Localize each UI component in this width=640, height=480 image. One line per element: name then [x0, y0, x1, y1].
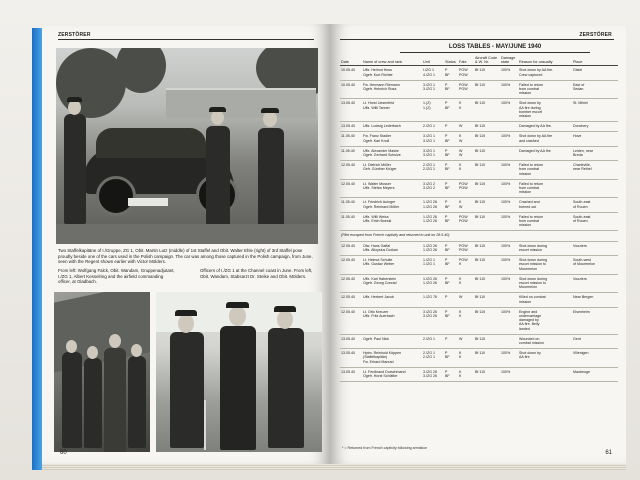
table-cell: Bf 110: [474, 349, 500, 368]
table-cell: Uffz. Karl Haberstein Ogefr. Georg Conrad: [362, 274, 422, 293]
photo-officers-with-car: [56, 48, 318, 244]
table-cell: 100%: [500, 256, 518, 275]
table-cell: Hove: [572, 132, 618, 146]
column-header: Damage state: [500, 56, 518, 66]
table-cell: [518, 367, 572, 381]
column-header: Status: [444, 56, 458, 66]
left-page: [42, 24, 331, 464]
table-cell: P BF: [444, 179, 458, 198]
table-cell: Shot down by AA fire: [518, 349, 572, 368]
table-cell: 1./ZG 26 1./ZG 26: [422, 274, 444, 293]
caption-right: Officers of I./ZG 1 at the Channel coast in June. From left, Obit. Wandam, Stabsarzt Dr. Steike and Obit. Mölders.: [200, 268, 313, 279]
table-cell: Bf 110: [474, 334, 500, 348]
table-cell: Bf 110: [474, 66, 500, 80]
loss-table-body: [340, 66, 618, 382]
table-cell: Damaged by AA fire.: [518, 122, 572, 132]
table-cell: Lt. Helmut Schulte Uffz. Gustav Weber: [362, 256, 422, 275]
table-cell: 11.05.40: [340, 146, 362, 160]
table-cell: 12.05.40: [340, 293, 362, 307]
table-cell: 13.05.40: [340, 122, 362, 132]
table-cell: [572, 179, 618, 198]
table-cell: South-west of Mourmelon: [572, 256, 618, 275]
table-cell: 13.05.40: [340, 349, 362, 368]
right-header-tag: ZERSTÖRER: [579, 32, 612, 38]
table-cell: Damaged by AA fire: [518, 146, 572, 160]
table-cell: 100%: [500, 349, 518, 368]
table-cell: 100%: [500, 367, 518, 381]
table-row: [340, 256, 618, 275]
table-cell: 100%: [500, 80, 518, 99]
table-cell: 2./ZG 1: [422, 334, 444, 348]
table-cell: 100%: [500, 198, 518, 212]
table-cell: Bf 110: [474, 146, 500, 160]
table-cell: Uffz. Alexander Maske Ogefr. Gerhard Schulze: [362, 146, 422, 160]
table-cell: Bf 110: [474, 198, 500, 212]
table-row: [340, 349, 618, 368]
table-cell: P BF: [444, 367, 458, 381]
table-cell: Ofw. Hans Gaffal Uffz. Alloysius Durkan: [362, 241, 422, 255]
table-cell: Lt. Walter Mosser Uffz. Stefan Meyers: [362, 179, 422, 198]
left-header-tag: ZERSTÖRER: [58, 32, 91, 38]
table-cell: P BF: [444, 146, 458, 160]
table-cell: [500, 334, 518, 348]
table-cell: Crashed and burned out: [518, 198, 572, 212]
table-cell: 12.05.40: [340, 161, 362, 180]
table-cell: Bf 110: [474, 99, 500, 122]
table-row: [340, 334, 618, 348]
table-cell: Shot down by AA fire and crashed: [518, 132, 572, 146]
left-page-number: 60: [60, 450, 67, 456]
table-cell: 11.05.40: [340, 212, 362, 231]
table-cell: Vouziers: [572, 274, 618, 293]
table-cell: Failed to return from combat mission: [518, 212, 572, 231]
table-cell: Near Bergen: [572, 293, 618, 307]
table-cell: K K: [458, 99, 474, 122]
table-cell: P BF: [444, 99, 458, 122]
table-cell: Bf 110: [474, 132, 500, 146]
table-row: [340, 231, 618, 241]
left-header-rule: [58, 39, 314, 40]
column-header: Aircraft Code & W. Nr.: [474, 56, 500, 66]
table-cell: 100%: [500, 241, 518, 255]
table-cell: Engine and undercarriage damaged by AA fire. Belly landed: [518, 307, 572, 334]
table-cell: Eisenheim: [572, 307, 618, 334]
table-cell: K K: [458, 367, 474, 381]
table-cell: P BF: [444, 212, 458, 231]
photo-group-at-airfield: [54, 292, 150, 452]
table-cell: Killed on combat mission: [518, 293, 572, 307]
table-cell: Bf 110: [474, 80, 500, 99]
table-cell: Gistel: [572, 66, 618, 80]
table-row: [340, 146, 618, 160]
table-cell: K K: [458, 349, 474, 368]
table-cell: K W: [458, 198, 474, 212]
table-cell: Bf 110: [474, 122, 500, 132]
table-cell: Shot down by AA fire. Crew captured: [518, 66, 572, 80]
table-cell: 13.05.40: [340, 367, 362, 381]
table-row: [340, 80, 618, 99]
table-row: [340, 212, 618, 231]
right-header-rule: [340, 39, 614, 40]
table-cell: Leiden, near Breda: [572, 146, 618, 160]
column-header: Place: [572, 56, 618, 66]
table-note: (Pilot escaped from French captivity and returned to unit on 28.5.40): [340, 231, 618, 241]
table-cell: 100%: [500, 132, 518, 146]
table-cell: Shot down during escort mission to Mourmelon: [518, 256, 572, 275]
table-cell: Bf 110: [474, 212, 500, 231]
table-cell: Wounded on combat mission: [518, 334, 572, 348]
table-cell: Uffz. Herbert Jacob: [362, 293, 422, 307]
table-row: [340, 132, 618, 146]
caption-top: Two Staffelkapitäne of I./Gruppe, ZG 1, Obit. Martin Lutz (middle) of 1st Staffel and Obit. Walter Ehle (right) of 3rd Staffel pose proudly beside one of the cars used in the Polish campaign. The car was among those captured in the Polish campaign, from June, seen with the Regent shown earlier with Victor Mölders.: [58, 248, 313, 265]
table-cell: Villenigen: [572, 349, 618, 368]
table-cell: K K: [458, 307, 474, 334]
table-cell: 100%: [500, 274, 518, 293]
table-cell: 100%: [500, 99, 518, 122]
table-cell: Lt. Friedrich Auinger Ogefr. Reinhard Möller: [362, 198, 422, 212]
table-cell: Lt. Ferdinand Durschmand Ogefr. Horst Schöttler: [362, 367, 422, 381]
table-cell: South-east of Rouen: [572, 198, 618, 212]
table-cell: [500, 146, 518, 160]
table-cell: Bf 110: [474, 293, 500, 307]
table-cell: W W: [458, 146, 474, 160]
table-cell: 100%: [500, 212, 518, 231]
table-cell: POW POW: [458, 179, 474, 198]
table-cell: Uffz. Willi Weiss Uffz. Erich Boeski: [362, 212, 422, 231]
table-cell: Fw. Hermann Riemann Ogefr. Heinrich Rosa: [362, 80, 422, 99]
table-cell: South-east of Rouen: [572, 212, 618, 231]
table-cell: P BF: [444, 66, 458, 80]
table-cell: P BF: [444, 161, 458, 180]
table-cell: [500, 293, 518, 307]
table-cell: 1./ZG 1 1./ZG 1: [422, 256, 444, 275]
table-cell: P BF: [444, 198, 458, 212]
table-cell: 1./ZG 76: [422, 293, 444, 307]
table-cell: 12.05.40: [340, 274, 362, 293]
table-cell: W: [458, 122, 474, 132]
table-cell: 12.05.40: [340, 256, 362, 275]
table-cell: P BF: [444, 349, 458, 368]
table-cell: 100%: [500, 66, 518, 80]
table-cell: Lt. Horst Liesenfeld Uffz. Willi Tanner: [362, 99, 422, 122]
table-cell: Ogefr. Paul Nick: [362, 334, 422, 348]
column-header: Date: [340, 56, 362, 66]
right-page: [330, 24, 626, 464]
column-header: Name of crew and rank: [362, 56, 422, 66]
loss-table-title: LOSS TABLES - MAY/JUNE 1940: [400, 44, 590, 53]
table-cell: 10.05.40: [340, 66, 362, 80]
table-cell: 3./ZG 1 3./ZG 1: [422, 80, 444, 99]
table-row: [340, 122, 618, 132]
table-cell: 1./ZG 26 1./ZG 26: [422, 241, 444, 255]
table-cell: Donchery: [572, 122, 618, 132]
table-cell: Failed to return from combat mission: [518, 161, 572, 180]
table-cell: POW POW: [458, 241, 474, 255]
table-cell: Shot down during escort mission: [518, 241, 572, 255]
table-cell: P BF: [444, 274, 458, 293]
table-cell: 100%: [500, 161, 518, 180]
table-cell: 12.05.40: [340, 179, 362, 198]
table-cell: Vouziers: [572, 241, 618, 255]
table-row: [340, 179, 618, 198]
table-cell: 13.05.40: [340, 99, 362, 122]
table-cell: P: [444, 293, 458, 307]
table-cell: P: [444, 122, 458, 132]
table-cell: Bf 110: [474, 307, 500, 334]
table-row: [340, 66, 618, 80]
table-row: [340, 99, 618, 122]
table-cell: K K: [458, 161, 474, 180]
table-cell: 11.05.40: [340, 132, 362, 146]
table-cell: 13.05.40: [340, 334, 362, 348]
table-cell: Hptm. Reinhold Köppen (Staffelkapitän) Fw. Erhard Manrad: [362, 349, 422, 368]
open-book: [38, 24, 628, 470]
table-cell: 2./ZG 1: [422, 122, 444, 132]
table-cell: 3./ZG 1 3./ZG 1: [422, 146, 444, 160]
table-cell: P BF: [444, 256, 458, 275]
table-row: [340, 307, 618, 334]
table-row: [340, 274, 618, 293]
table-cell: 3./ZG 26 3./ZG 26: [422, 367, 444, 381]
table-cell: Bf 110: [474, 161, 500, 180]
table-cell: W: [458, 334, 474, 348]
table-cell: Bf 110: [474, 179, 500, 198]
table-cell: POW K: [458, 256, 474, 275]
table-cell: East of Sedan: [572, 80, 618, 99]
table-cell: P BF: [444, 241, 458, 255]
photo-officers-channel-coast: [156, 292, 322, 452]
table-cell: I./ZG 1 4./ZG 1: [422, 66, 444, 80]
table-cell: 11.05.40: [340, 198, 362, 212]
table-cell: 3./ZG 26 3./ZG 26: [422, 307, 444, 334]
table-cell: 2./ZG 1 2./ZG 1: [422, 161, 444, 180]
table-cell: P BF: [444, 132, 458, 146]
table-cell: P: [444, 334, 458, 348]
table-cell: Uffz. Helmut Hoss Ogefr. Kurt Richter: [362, 66, 422, 80]
table-row: [340, 367, 618, 381]
table-cell: Failed to return from combat mission: [518, 80, 572, 99]
table-row: [340, 198, 618, 212]
table-cell: W: [458, 293, 474, 307]
table-cell: 1./ZG 26 1./ZG 26: [422, 198, 444, 212]
table-cell: 12.05.40: [340, 241, 362, 255]
table-cell: St. Mihiel: [572, 99, 618, 122]
table-cell: Lt. Otto Kreuzer Uffz. Fritz Auerbach: [362, 307, 422, 334]
table-cell: 100%: [500, 179, 518, 198]
table-row: [340, 293, 618, 307]
table-cell: Bf 110: [474, 274, 500, 293]
table-row: [340, 241, 618, 255]
table-cell: Lt. Dietrich Möller Gefr. Günther Krüger: [362, 161, 422, 180]
table-cell: Fw. Franz Stadler Ogefr. Karl Knoll: [362, 132, 422, 146]
table-cell: 3./ZG 1 3./ZG 1: [422, 132, 444, 146]
table-cell: Gent: [572, 334, 618, 348]
table-cell: Charleville, near Rethel: [572, 161, 618, 180]
table-cell: Bf 110: [474, 241, 500, 255]
column-header: Unit: [422, 56, 444, 66]
table-cell: 1.(Z) 1.(Z): [422, 99, 444, 122]
loss-table: [340, 56, 618, 382]
caption-left: From left: Wolfgang Falck, Obit. Wandam, Gruppenadjutant, I./ZG 1, Albert Kesselring and the airfield commanding officer, at Gladbach.: [58, 268, 175, 285]
table-cell: 3./ZG 2 3./ZG 2: [422, 179, 444, 198]
table-cell: [500, 122, 518, 132]
table-cell: Bf 110: [474, 256, 500, 275]
table-cell: 2./ZG 1 2./ZG 1: [422, 349, 444, 368]
table-cell: Maubeuge: [572, 367, 618, 381]
table-cell: P BF: [444, 307, 458, 334]
table-cell: 1./ZG 26 1./ZG 26: [422, 212, 444, 231]
table-cell: P BF: [444, 80, 458, 99]
table-cell: POW POW: [458, 66, 474, 80]
table-cell: Failed to return from combat mission: [518, 179, 572, 198]
column-header: Fate: [458, 56, 474, 66]
table-cell: Bf 110: [474, 367, 500, 381]
table-footnote: * = Returned from French captivity following armistice: [342, 446, 427, 450]
table-cell: 10.05.40: [340, 80, 362, 99]
table-header-row: [340, 56, 618, 66]
table-cell: Uffz. Ludwig Lederbach: [362, 122, 422, 132]
table-cell: 12.05.40: [340, 307, 362, 334]
table-row: [340, 161, 618, 180]
right-page-number: 61: [605, 450, 612, 456]
table-cell: K K: [458, 274, 474, 293]
table-cell: K W: [458, 132, 474, 146]
column-header: Reason for casualty: [518, 56, 572, 66]
table-cell: POW POW: [458, 80, 474, 99]
table-cell: POW POW: [458, 212, 474, 231]
table-cell: Shot down during escort mission to Mourmelon: [518, 274, 572, 293]
table-cell: Shot down by AA fire during bomber escort mission: [518, 99, 572, 122]
table-cell: 100%: [500, 307, 518, 334]
